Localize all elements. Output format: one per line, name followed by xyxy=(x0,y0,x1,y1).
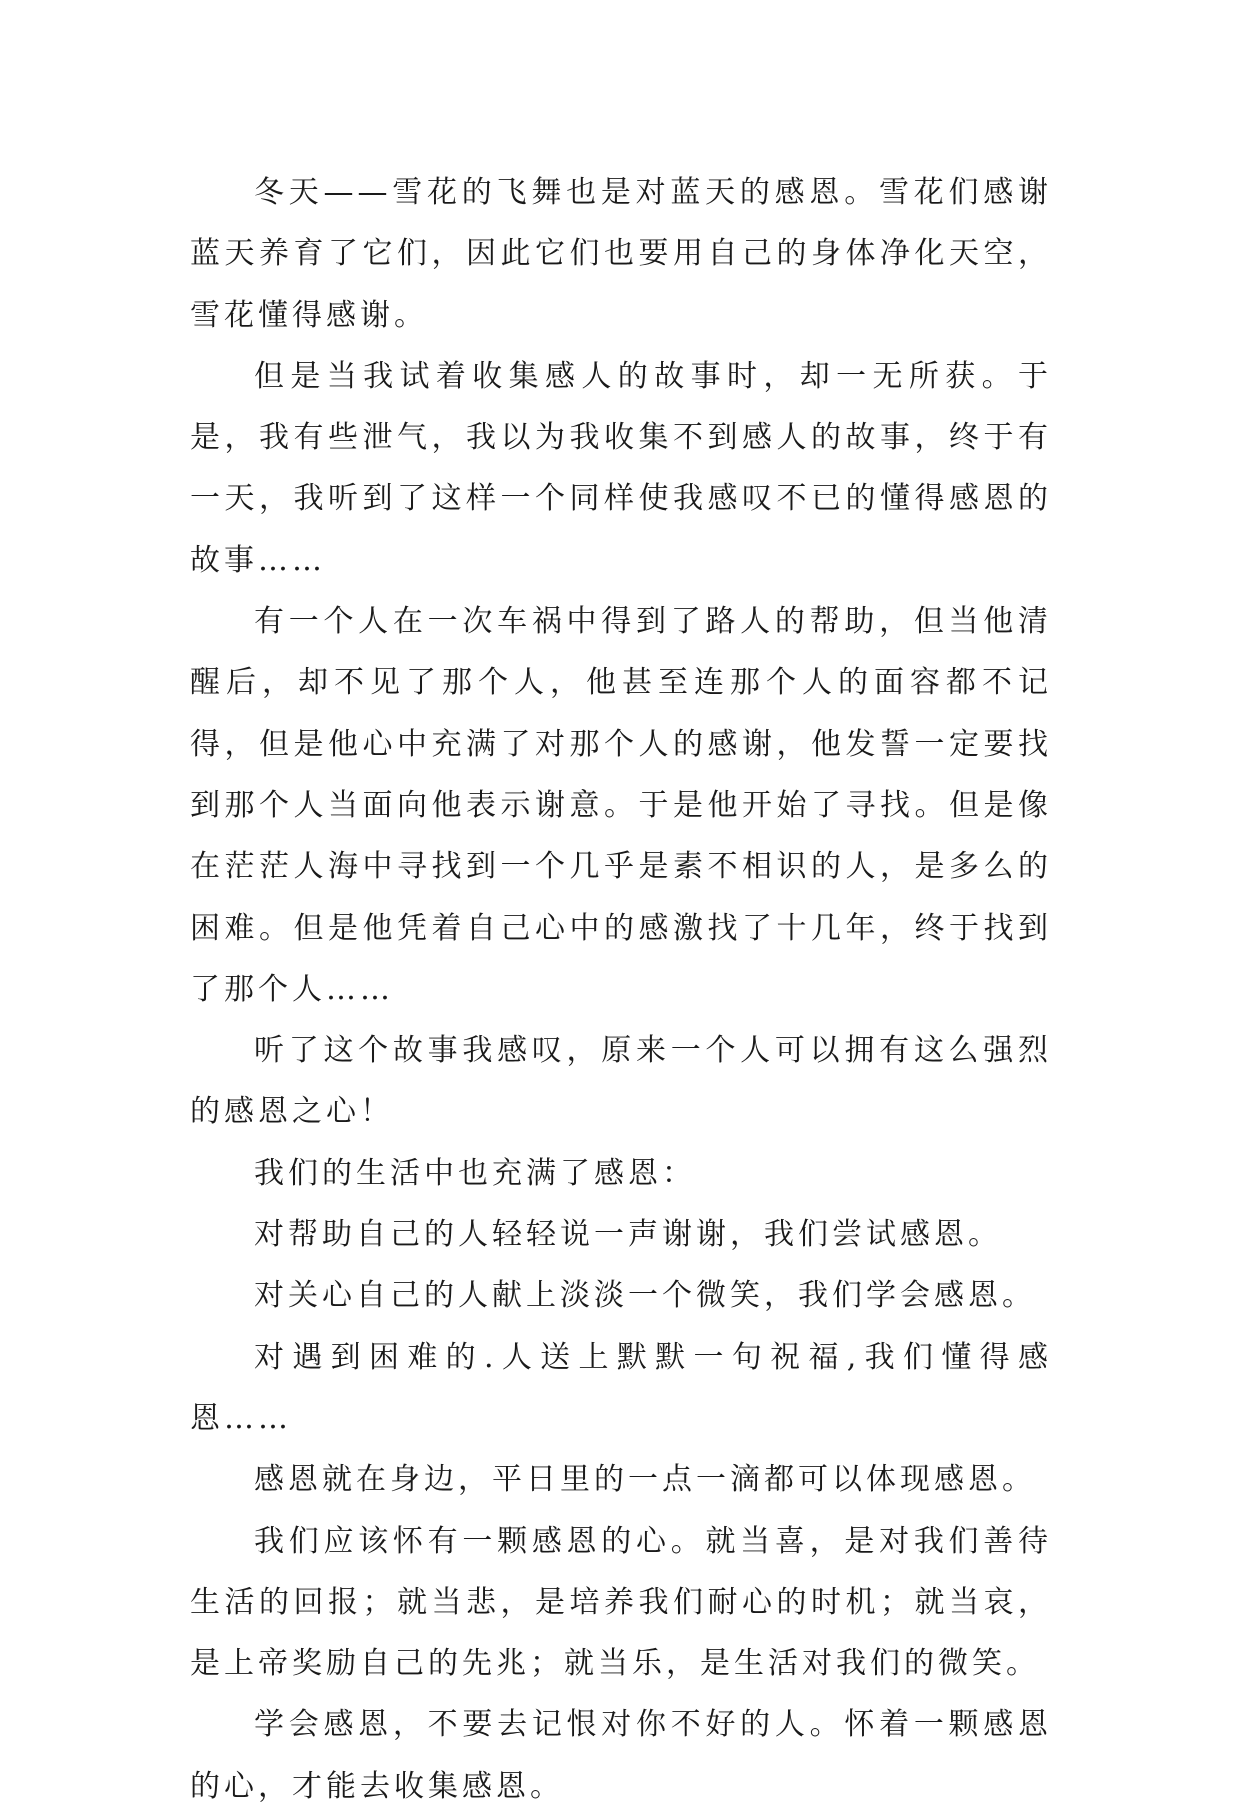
paragraph-car-accident-story: 有一个人在一次车祸中得到了路人的帮助，但当他清醒后，却不见了那个人，他甚至连那个人的面容都不记得，但是他心中充满了对那个人的感谢，他发誓一定要找到那个人当面向他表示谢意。于是他开始了寻找。但是像在茫茫人海中寻找到一个几乎是素不相识的人，是多么的困难。但是他凭着自己心中的感激找了十几年，终于找到了那个人…… xyxy=(190,604,1052,1007)
paragraph-gratitude-around: 感恩就在身边，平日里的一点一滴都可以体现感恩。 xyxy=(254,1462,1036,1498)
paragraph-thank-you: 对帮助自己的人轻轻说一声谢谢，我们尝试感恩。 xyxy=(254,1217,1002,1253)
paragraph-life-gratitude-intro: 我们的生活中也充满了感恩： xyxy=(254,1155,696,1191)
paragraph-grateful-heart: 我们应该怀有一颗感恩的心。就当喜，是对我们善待生活的回报；就当悲，是培养我们耐心的时机；就当哀，是上帝奖励自己的先兆；就当乐，是生活对我们的微笑。 xyxy=(190,1523,1052,1682)
paragraph-reflection: 听了这个故事我感叹，原来一个人可以拥有这么强烈的感恩之心！ xyxy=(190,1033,1052,1130)
document-body xyxy=(190,162,1052,1817)
paragraph-blessing: 对遇到困难的.人送上默默一句祝福,我们懂得感恩…… xyxy=(190,1339,1052,1436)
paragraph-collecting-stories: 但是当我试着收集感人的故事时，却一无所获。于是，我有些泄气，我以为我收集不到感人的故事，终于有一天，我听到了这样一个同样使我感叹不已的懂得感恩的故事…… xyxy=(190,358,1052,578)
paragraph-winter-snow: 冬天——雪花的飞舞也是对蓝天的感恩。雪花们感谢蓝天养育了它们，因此它们也要用自己的身体净化天空，雪花懂得感谢。 xyxy=(190,175,1052,333)
paragraph-smile: 对关心自己的人献上淡淡一个微笑，我们学会感恩。 xyxy=(254,1278,1036,1314)
paragraph-learn-gratitude: 学会感恩，不要去记恨对你不好的人。怀着一颗感恩的心，才能去收集感恩。 xyxy=(190,1707,1052,1804)
